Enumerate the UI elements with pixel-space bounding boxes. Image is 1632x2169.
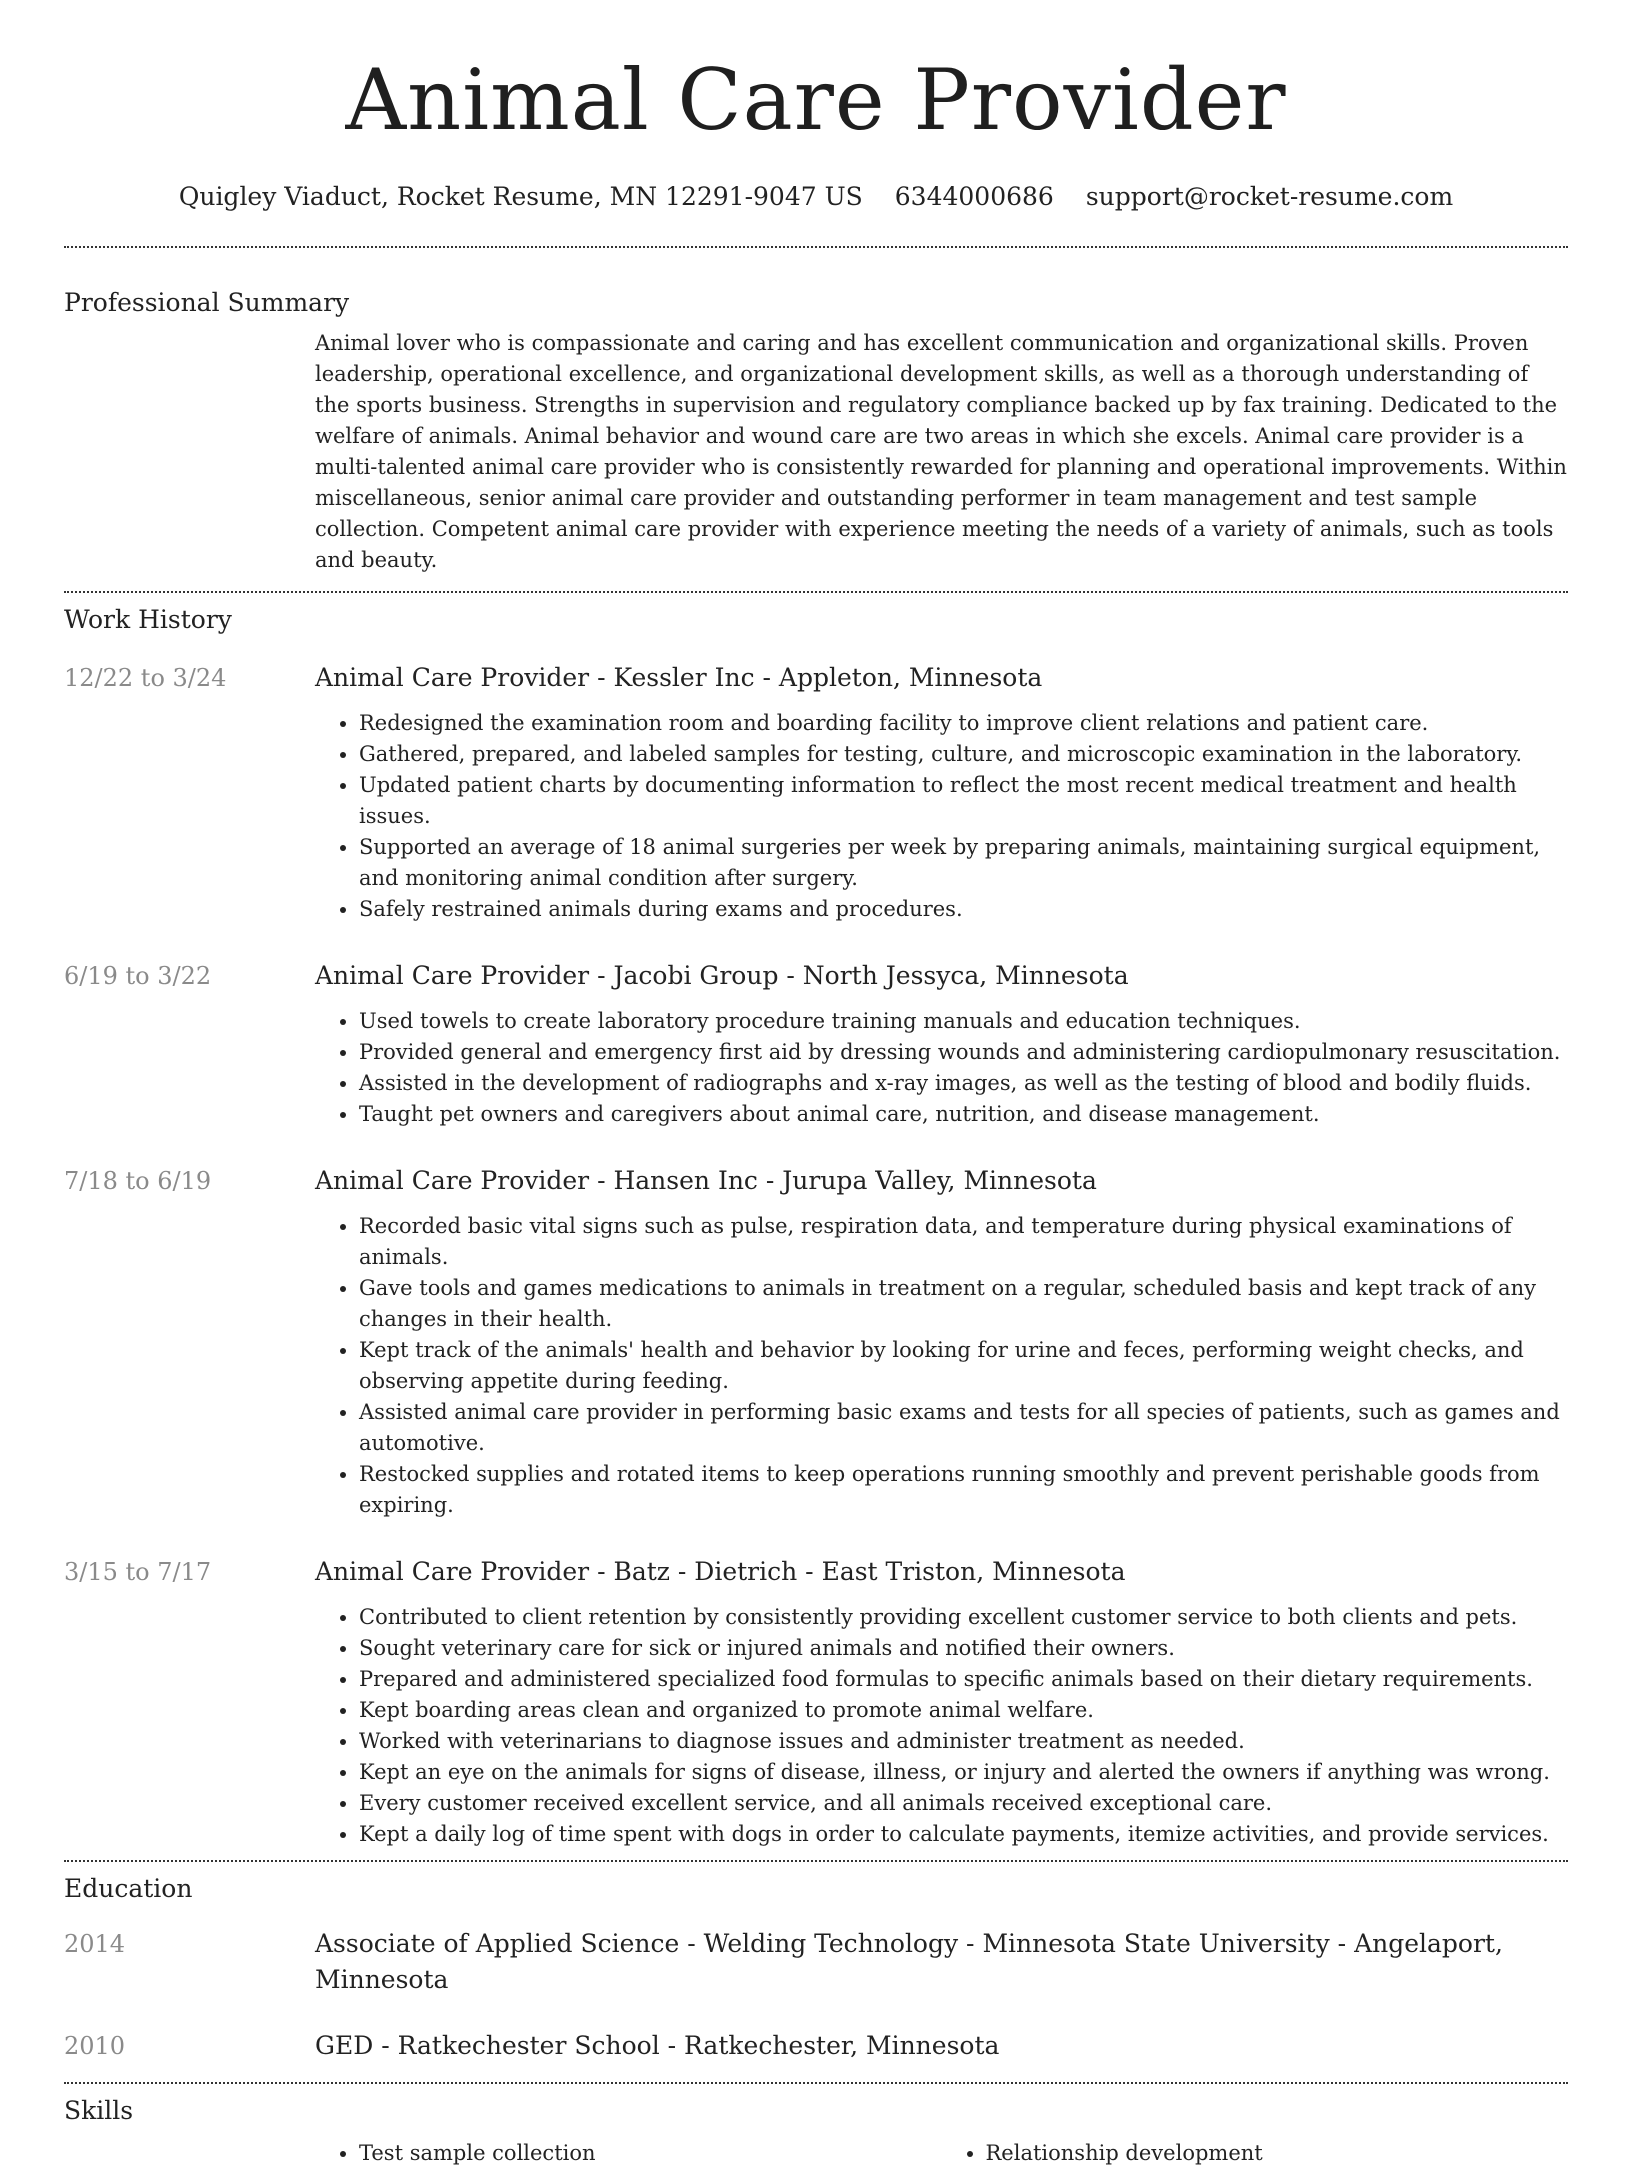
job-body [315, 1555, 1568, 1850]
job-bullet: • Provided general and emergency first aid by dressing wounds and administering cardiopulmonary resuscitation. [359, 1037, 1568, 1068]
job-bullet: • Assisted animal care provider in performing basic exams and tests for all species of patients, such as games and automotive. [359, 1397, 1568, 1459]
job-bullet: • Updated patient charts by documenting information to reflect the most recent medical treatment and health issues. [359, 770, 1568, 832]
job-title: Animal Care Provider - Kessler Inc - Appleton, Minnesota [315, 663, 1043, 692]
job-bullet: • Supported an average of 18 animal surgeries per week by preparing animals, maintaining surgical equipment, and monitoring animal condition after surgery. [359, 832, 1568, 894]
education-list [64, 1926, 1568, 2064]
job-entry [64, 661, 1568, 925]
resume-header [0, 0, 1632, 214]
education-date: 2010 [64, 2032, 126, 2060]
job-list [64, 661, 1568, 1850]
education-title: Associate of Applied Science - Welding Technology - Minnesota State University - Angelaport, Minnesota [315, 1929, 1503, 1994]
education-entry [64, 2028, 1568, 2064]
job-entry [64, 1164, 1568, 1521]
job-bullet: • Sought veterinary care for sick or injured animals and notified their owners. [359, 1633, 1568, 1664]
skills-heading: Skills [64, 2096, 134, 2125]
job-dates: 12/22 to 3/24 [64, 664, 227, 692]
job-bullet: • Restocked supplies and rotated items to keep operations running smoothly and prevent perishable goods from expiring. [359, 1459, 1568, 1521]
skills-column-right [942, 2138, 1569, 2169]
job-bullet: • Kept boarding areas clean and organized to promote animal welfare. [359, 1695, 1568, 1726]
job-bullet: • Safely restrained animals during exams and procedures. [359, 894, 1568, 925]
job-bullet: • Assisted in the development of radiographs and x-ray images, as well as the testing of blood and bodily fluids. [359, 1068, 1568, 1099]
job-bullets [315, 1602, 1568, 1850]
job-bullet: • Taught pet owners and caregivers about animal care, nutrition, and disease management. [359, 1099, 1568, 1130]
job-bullet: • Gathered, prepared, and labeled samples for testing, culture, and microscopic examination in the laboratory. [359, 739, 1568, 770]
work-history-heading: Work History [64, 605, 232, 634]
job-bullets [315, 708, 1568, 925]
job-body [315, 661, 1568, 925]
education-heading: Education [64, 1874, 193, 1903]
skills-column-left [315, 2138, 942, 2169]
job-bullet: • Every customer received excellent service, and all animals received exceptional care. [359, 1788, 1568, 1819]
job-dates: 7/18 to 6/19 [64, 1167, 212, 1195]
job-bullet: • Kept a daily log of time spent with dogs in order to calculate payments, itemize activities, and provide services. [359, 1819, 1568, 1850]
skills-section [64, 2082, 1568, 2169]
job-body [315, 959, 1568, 1130]
job-bullets [315, 1211, 1568, 1521]
contact-phone: 6344000686 [894, 182, 1054, 211]
summary-section [64, 246, 1568, 576]
summary-heading: Professional Summary [64, 288, 350, 317]
job-body [315, 1164, 1568, 1521]
job-entry [64, 959, 1568, 1130]
contact-address: Quigley Viaduct, Rocket Resume, MN 12291-9047 US [178, 182, 863, 211]
job-entry [64, 1555, 1568, 1850]
job-bullet: • Contributed to client retention by consistently providing excellent customer service to both clients and pets. [359, 1602, 1568, 1633]
education-title: GED - Ratkechester School - Ratkechester, Minnesota [315, 2031, 1000, 2060]
job-title: Animal Care Provider - Hansen Inc - Jurupa Valley, Minnesota [315, 1166, 1097, 1195]
skill-item: • Relationship development [986, 2138, 1569, 2169]
education-date: 2014 [64, 1930, 126, 1958]
job-bullet: • Recorded basic vital signs such as pulse, respiration data, and temperature during physical examinations of animals. [359, 1211, 1568, 1273]
job-title: Animal Care Provider - Jacobi Group - North Jessyca, Minnesota [315, 961, 1129, 990]
candidate-name: Animal Care Provider [345, 51, 1287, 149]
job-bullet: • Prepared and administered specialized food formulas to specific animals based on their dietary requirements. [359, 1664, 1568, 1695]
job-bullet: • Kept track of the animals' health and behavior by looking for urine and feces, performing weight checks, and observing appetite during feeding. [359, 1335, 1568, 1397]
skills-grid [315, 2138, 1568, 2169]
contact-line [0, 180, 1632, 214]
job-dates: 6/19 to 3/22 [64, 962, 212, 990]
job-bullet: • Gave tools and games medications to animals in treatment on a regular, scheduled basis and kept track of any changes in their health. [359, 1273, 1568, 1335]
job-bullet: • Redesigned the examination room and boarding facility to improve client relations and patient care. [359, 708, 1568, 739]
education-entry [64, 1926, 1568, 1998]
education-section [64, 1860, 1568, 2064]
work-history-section [64, 591, 1568, 1850]
job-bullets [315, 1006, 1568, 1130]
job-bullet: • Worked with veterinarians to diagnose issues and administer treatment as needed. [359, 1726, 1568, 1757]
summary-text: Animal lover who is compassionate and caring and has excellent communication and organizational skills. Proven leadership, operational excellence, and organizational development skills, as well as a thorough understanding of the sports business. Strengths in supervision and regulatory compliance backed up by fax training. Dedicated to the welfare of animals. Animal behavior and wound care are two areas in which she excels. Animal care provider is a multi-talented animal care provider who is consistently rewarded for planning and operational improvements. Within miscellaneous, senior animal care provider and outstanding performer in team management and test sample collection. Competent animal care provider with experience meeting the needs of a variety of animals, such as tools and beauty. [315, 331, 1567, 572]
job-bullet: • Kept an eye on the animals for signs of disease, illness, or injury and alerted the owners if anything was wrong. [359, 1757, 1568, 1788]
job-bullet: • Used towels to create laboratory procedure training manuals and education techniques. [359, 1006, 1568, 1037]
job-dates: 3/15 to 7/17 [64, 1558, 212, 1586]
job-title: Animal Care Provider - Batz - Dietrich - East Triston, Minnesota [315, 1557, 1126, 1586]
skill-item: • Test sample collection [359, 2138, 942, 2169]
contact-email: support@rocket-resume.com [1085, 182, 1454, 211]
